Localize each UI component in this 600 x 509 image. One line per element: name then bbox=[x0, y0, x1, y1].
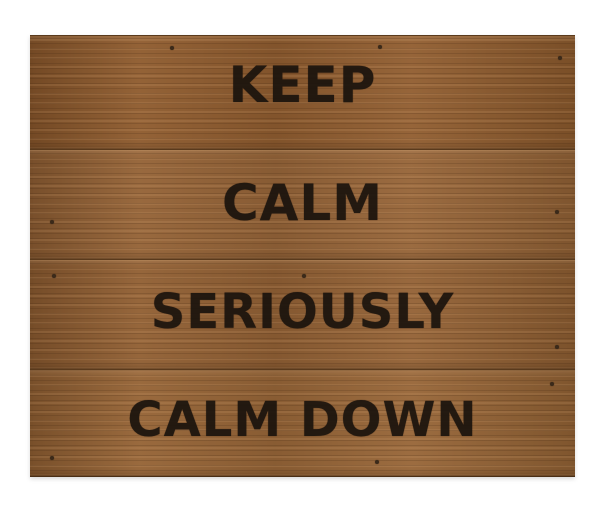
nail bbox=[52, 274, 56, 278]
plank-1 bbox=[30, 35, 575, 150]
plank-4 bbox=[30, 369, 575, 477]
sign-line-calm: CALM bbox=[221, 174, 383, 232]
sign-line-seriously: SERIOUSLY bbox=[150, 284, 455, 340]
nail bbox=[555, 345, 559, 349]
wooden-sign bbox=[30, 35, 575, 475]
nail bbox=[550, 382, 554, 386]
nail bbox=[170, 46, 174, 50]
nail bbox=[302, 274, 306, 278]
nail bbox=[375, 460, 379, 464]
plank-2 bbox=[30, 149, 575, 260]
nail bbox=[378, 45, 382, 49]
plank-3 bbox=[30, 259, 575, 370]
nail bbox=[50, 456, 54, 460]
sign-line-calm-down: CALM DOWN bbox=[127, 392, 478, 448]
sign-line-keep: KEEP bbox=[228, 56, 377, 114]
